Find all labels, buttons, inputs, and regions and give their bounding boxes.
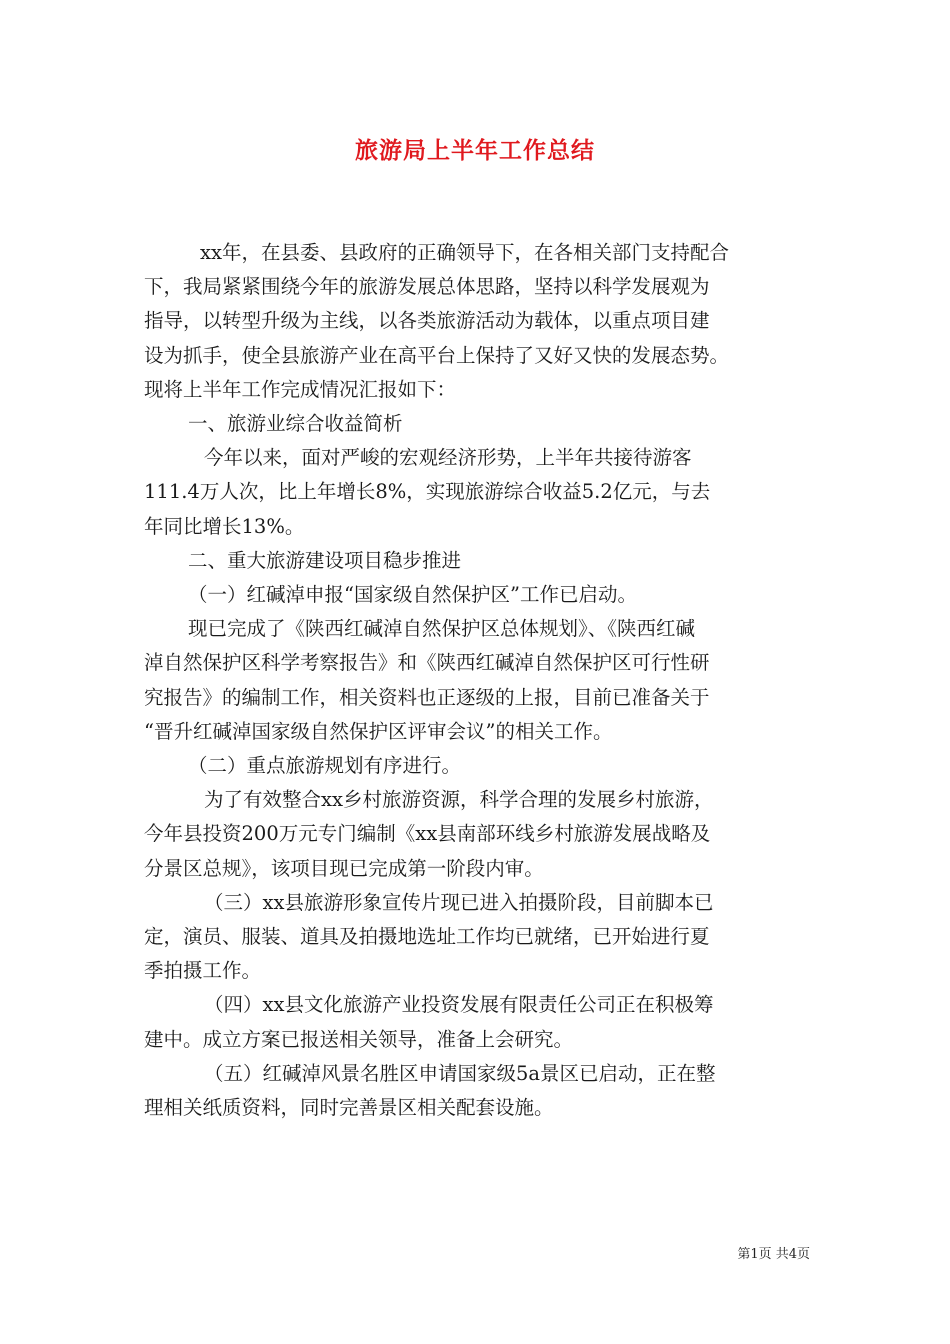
section-heading: 一、旅游业综合收益简析 (188, 412, 403, 436)
section-heading: 二、重大旅游建设项目稳步推进 (188, 548, 462, 572)
text-line: 淖自然保护区科学考察报告》和《陕西红碱淖自然保护区可行性研 (144, 651, 710, 675)
text-line: 理相关纸质资料，同时完善景区相关配套设施。 (144, 1096, 554, 1120)
text-line: 设为抓手，使全县旅游产业在高平台上保持了又好又快的发展态势。 (144, 343, 730, 367)
text-line: （四）xx县文化旅游产业投资发展有限责任公司正在积极筹 (204, 993, 714, 1017)
text-line: 111.4万人次，比上年增长8%，实现旅游综合收益5.2亿元，与去 (144, 480, 711, 504)
text-line: 定，演员、服装、道具及拍摄地选址工作均已就绪，已开始进行夏 (144, 925, 710, 949)
text-line: 季拍摄工作。 (144, 959, 262, 983)
text-line: 年同比增长13%。 (144, 514, 305, 538)
document-body (144, 236, 812, 1125)
subsection-heading: （二）重点旅游规划有序进行。 (188, 754, 462, 778)
text-line: 下，我局紧紧围绕今年的旅游发展总体思路，坚持以科学发展观为 (144, 275, 710, 299)
document-title: 旅游局上半年工作总结 (355, 138, 595, 164)
text-line: 分景区总规》，该项目现已完成第一阶段内审。 (144, 856, 544, 880)
subsection-heading: （一）红碱淖申报“国家级自然保护区”工作已启动。 (188, 583, 637, 607)
text-line: （五）红碱淖风景名胜区申请国家级5a景区已启动，正在整 (204, 1061, 716, 1085)
text-line: 指导，以转型升级为主线，以各类旅游活动为载体，以重点项目建 (144, 309, 710, 333)
text-line: （三）xx县旅游形象宣传片现已进入拍摄阶段，目前脚本已 (204, 890, 714, 914)
text-line: 今年县投资200万元专门编制《xx县南部环线乡村旅游发展战略及 (144, 822, 711, 846)
text-line: “晋升红碱淖国家级自然保护区评审会议”的相关工作。 (144, 719, 613, 743)
text-line: 现将上半年工作完成情况汇报如下： (144, 377, 457, 401)
page-number: 第1页 共4页 (737, 1247, 810, 1262)
text-line: xx年，在县委、县政府的正确领导下，在各相关部门支持配合 (200, 241, 729, 264)
text-line: 今年以来，面对严峻的宏观经济形势，上半年共接待游客 (204, 446, 692, 470)
text-line: 建中。成立方案已报送相关领导，准备上会研究。 (144, 1027, 574, 1051)
text-line: 究报告》的编制工作，相关资料也正逐级的上报，目前已准备关于 (144, 685, 710, 709)
text-line: 为了有效整合xx乡村旅游资源，科学合理的发展乡村旅游， (204, 788, 714, 812)
text-line: 现已完成了《陕西红碱淖自然保护区总体规划》、《陕西红碱 (188, 617, 696, 641)
